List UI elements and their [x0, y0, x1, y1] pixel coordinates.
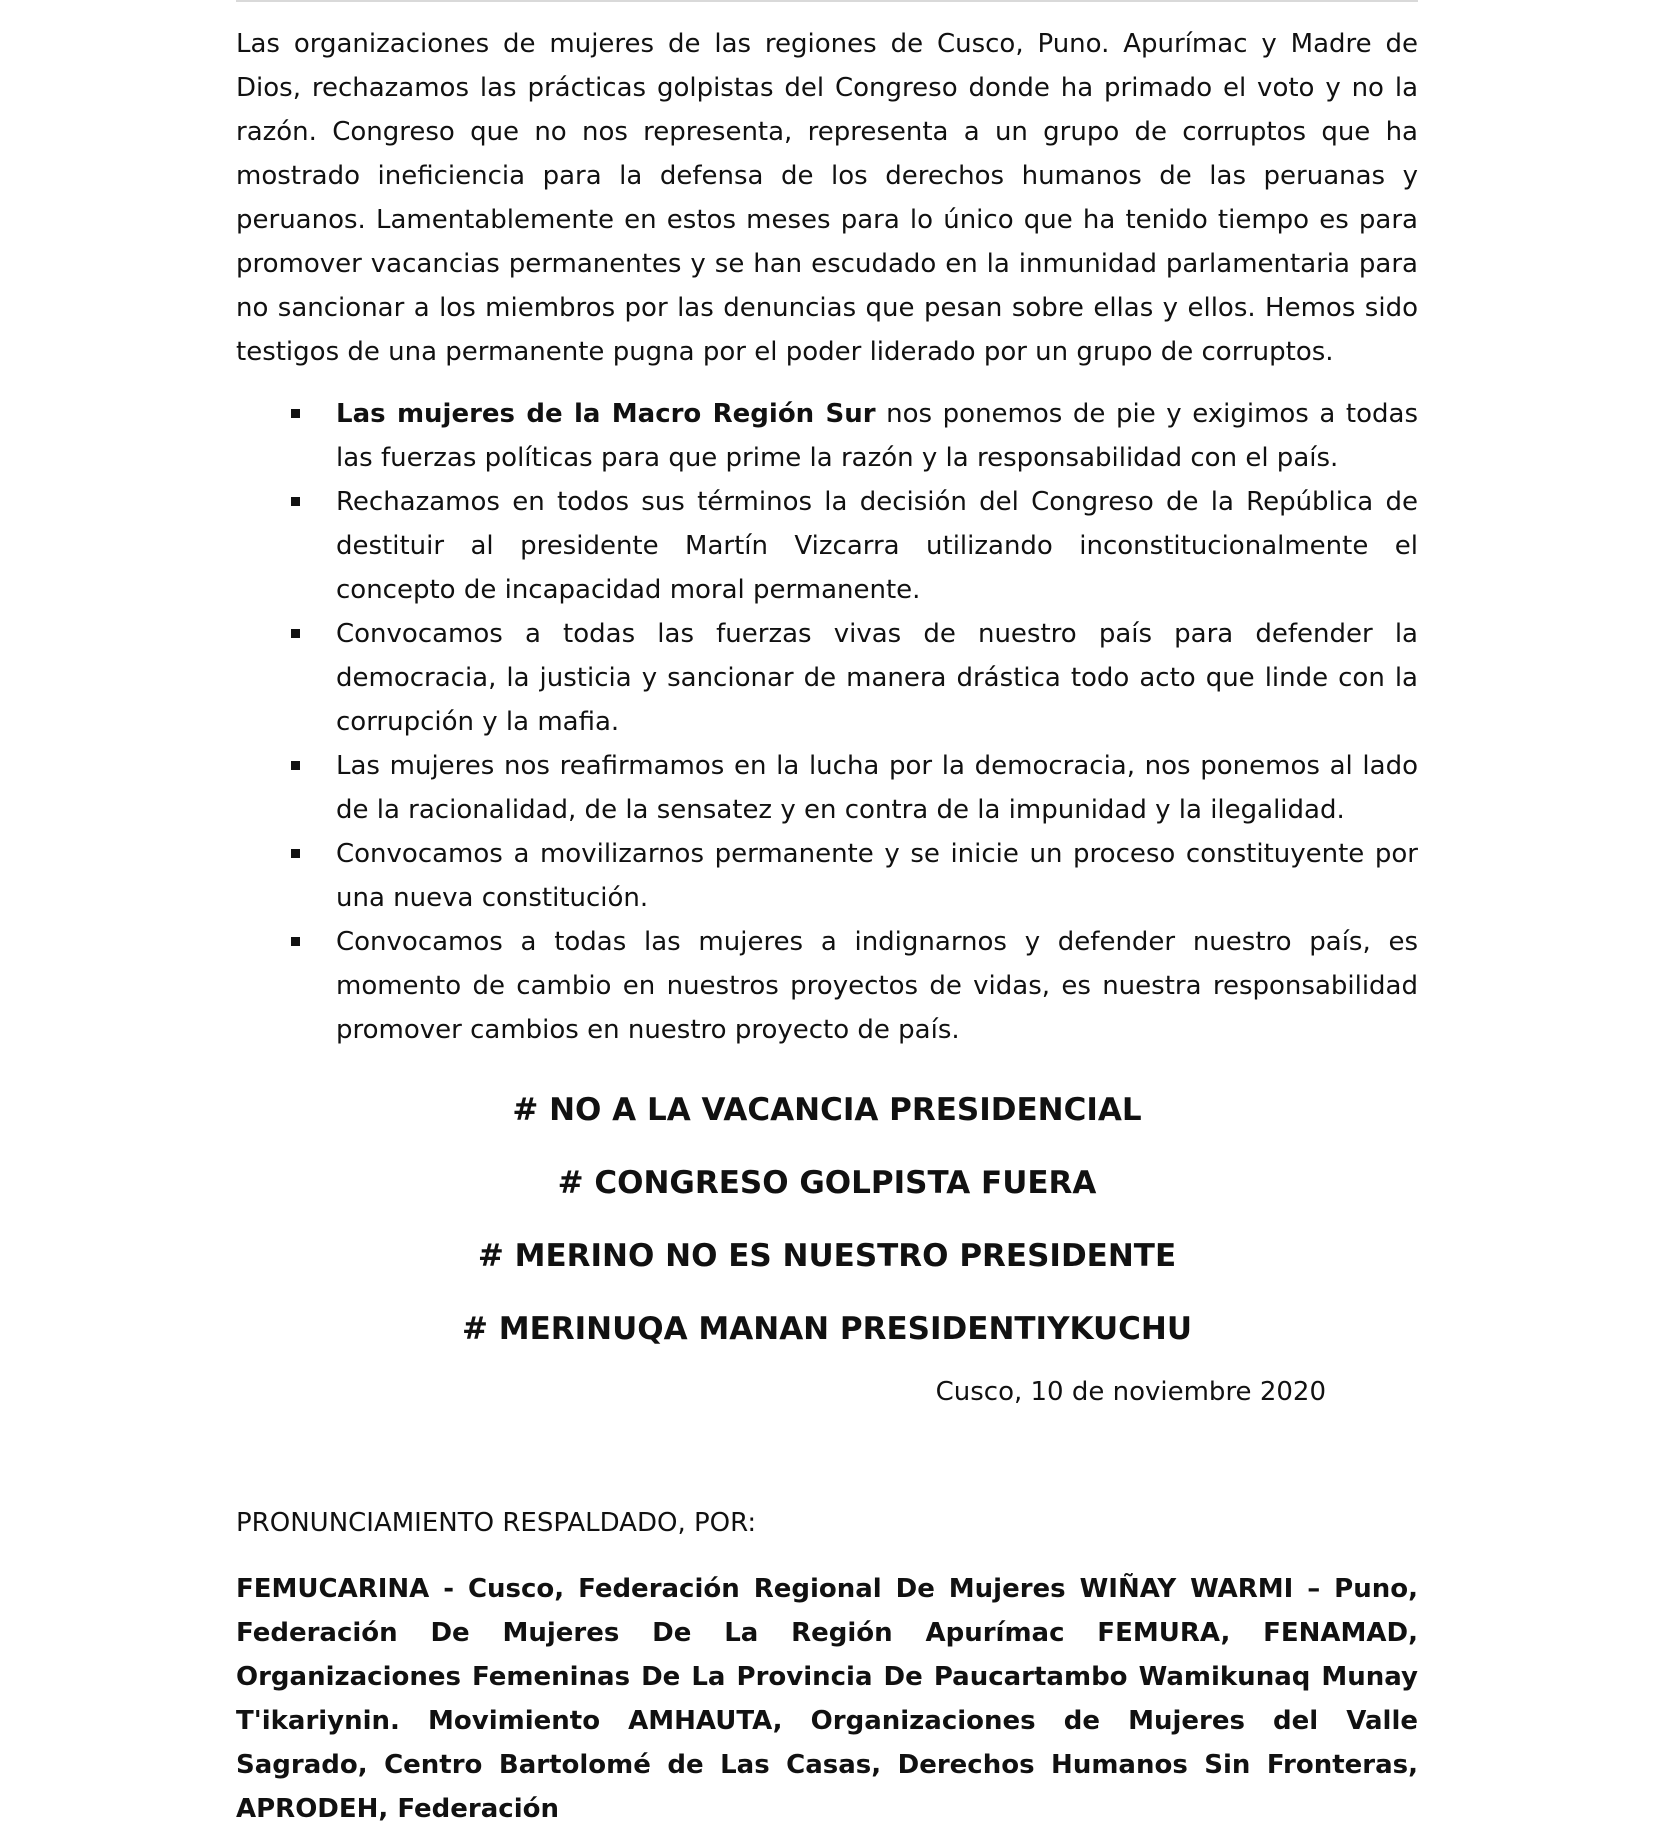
list-item	[236, 744, 1418, 832]
list-item-text: Convocamos a movilizarnos permanente y se inicie un proceso constituyente por una nueva constitución.	[336, 839, 1418, 913]
list-item	[236, 480, 1418, 612]
list-item-text: Convocamos a todas las mujeres a indignarnos y defender nuestro país, es momento de cambio en nuestros proyectos de vidas, es nuestra responsabilidad promover cambios en nuestro proyecto de país.	[336, 927, 1418, 1045]
list-item-text: Rechazamos en todos sus términos la decisión del Congreso de la República de destituir al presidente Martín Vizcarra utilizando inconstitucionalmente el concepto de incapacidad moral permanente.	[336, 487, 1418, 605]
date-line: Cusco, 10 de noviembre 2020	[935, 1377, 1326, 1407]
document-page	[236, 0, 1419, 1824]
list-item-text: Convocamos a todas las fuerzas vivas de nuestro país para defender la democracia, la justicia y sancionar de manera drástica todo acto que linde con la corrupción y la mafia.	[336, 619, 1418, 737]
list-item	[236, 392, 1418, 480]
slogan: # NO A LA VACANCIA PRESIDENCIAL	[512, 1092, 1142, 1128]
slogan: # CONGRESO GOLPISTA FUERA	[557, 1165, 1097, 1201]
slogan: # MERINUQA MANAN PRESIDENTIYKUCHU	[461, 1311, 1193, 1347]
respaldo-heading: PRONUNCIAMIENTO RESPALDADO, POR:	[236, 1508, 757, 1538]
list-item	[236, 612, 1418, 744]
demands-list	[236, 392, 1418, 1052]
list-item	[236, 920, 1418, 1052]
slogan: # MERINO NO ES NUESTRO PRESIDENTE	[477, 1238, 1177, 1274]
list-item	[236, 832, 1418, 920]
list-item-text: nos ponemos de pie y exigimos a todas las fuerzas políticas para que prime la razón y la responsabilidad con el país.	[336, 399, 1419, 473]
organizations-list: FEMUCARINA - Cusco, Federación Regional De Mujeres WIÑAY WARMI – Puno, Federación De Mujeres De La Región Apurímac FEMURA, FENAMAD, Organizaciones Femeninas De La Provincia De Paucartambo Wamikunaq Munay T'ikariynin. Movimiento AMHAUTA, Organizaciones de Mujeres del Valle Sagrado, Centro Bartolomé de Las Casas, Derechos Humanos Sin Fronteras, APRODEH, Federación	[236, 1574, 1418, 1824]
intro-paragraph: Las organizaciones de mujeres de las regiones de Cusco, Puno. Apurímac y Madre de Dios, rechazamos las prácticas golpistas del Congreso donde ha primado el voto y no la razón. Congreso que no nos representa, representa a un grupo de corruptos que ha mostrado ineficiencia para la defensa de los derechos humanos de las peruanas y peruanos. Lamentablemente en estos meses para lo único que ha tenido tiempo es para promover vacancias permanentes y se han escudado en la inmunidad parlamentaria para no sancionar a los miembros por las denuncias que pesan sobre ellas y ellos. Hemos sido testigos de una permanente pugna por el poder liderado por un grupo de corruptos.	[236, 29, 1418, 367]
top-divider	[236, 0, 1418, 2]
slogans-block	[236, 1074, 1418, 1366]
list-item-bold-lead: Las mujeres de la Macro Región Sur	[336, 399, 876, 429]
list-item-text: Las mujeres nos reafirmamos en la lucha por la democracia, nos ponemos al lado de la racionalidad, de la sensatez y en contra de la impunidad y la ilegalidad.	[336, 751, 1418, 825]
